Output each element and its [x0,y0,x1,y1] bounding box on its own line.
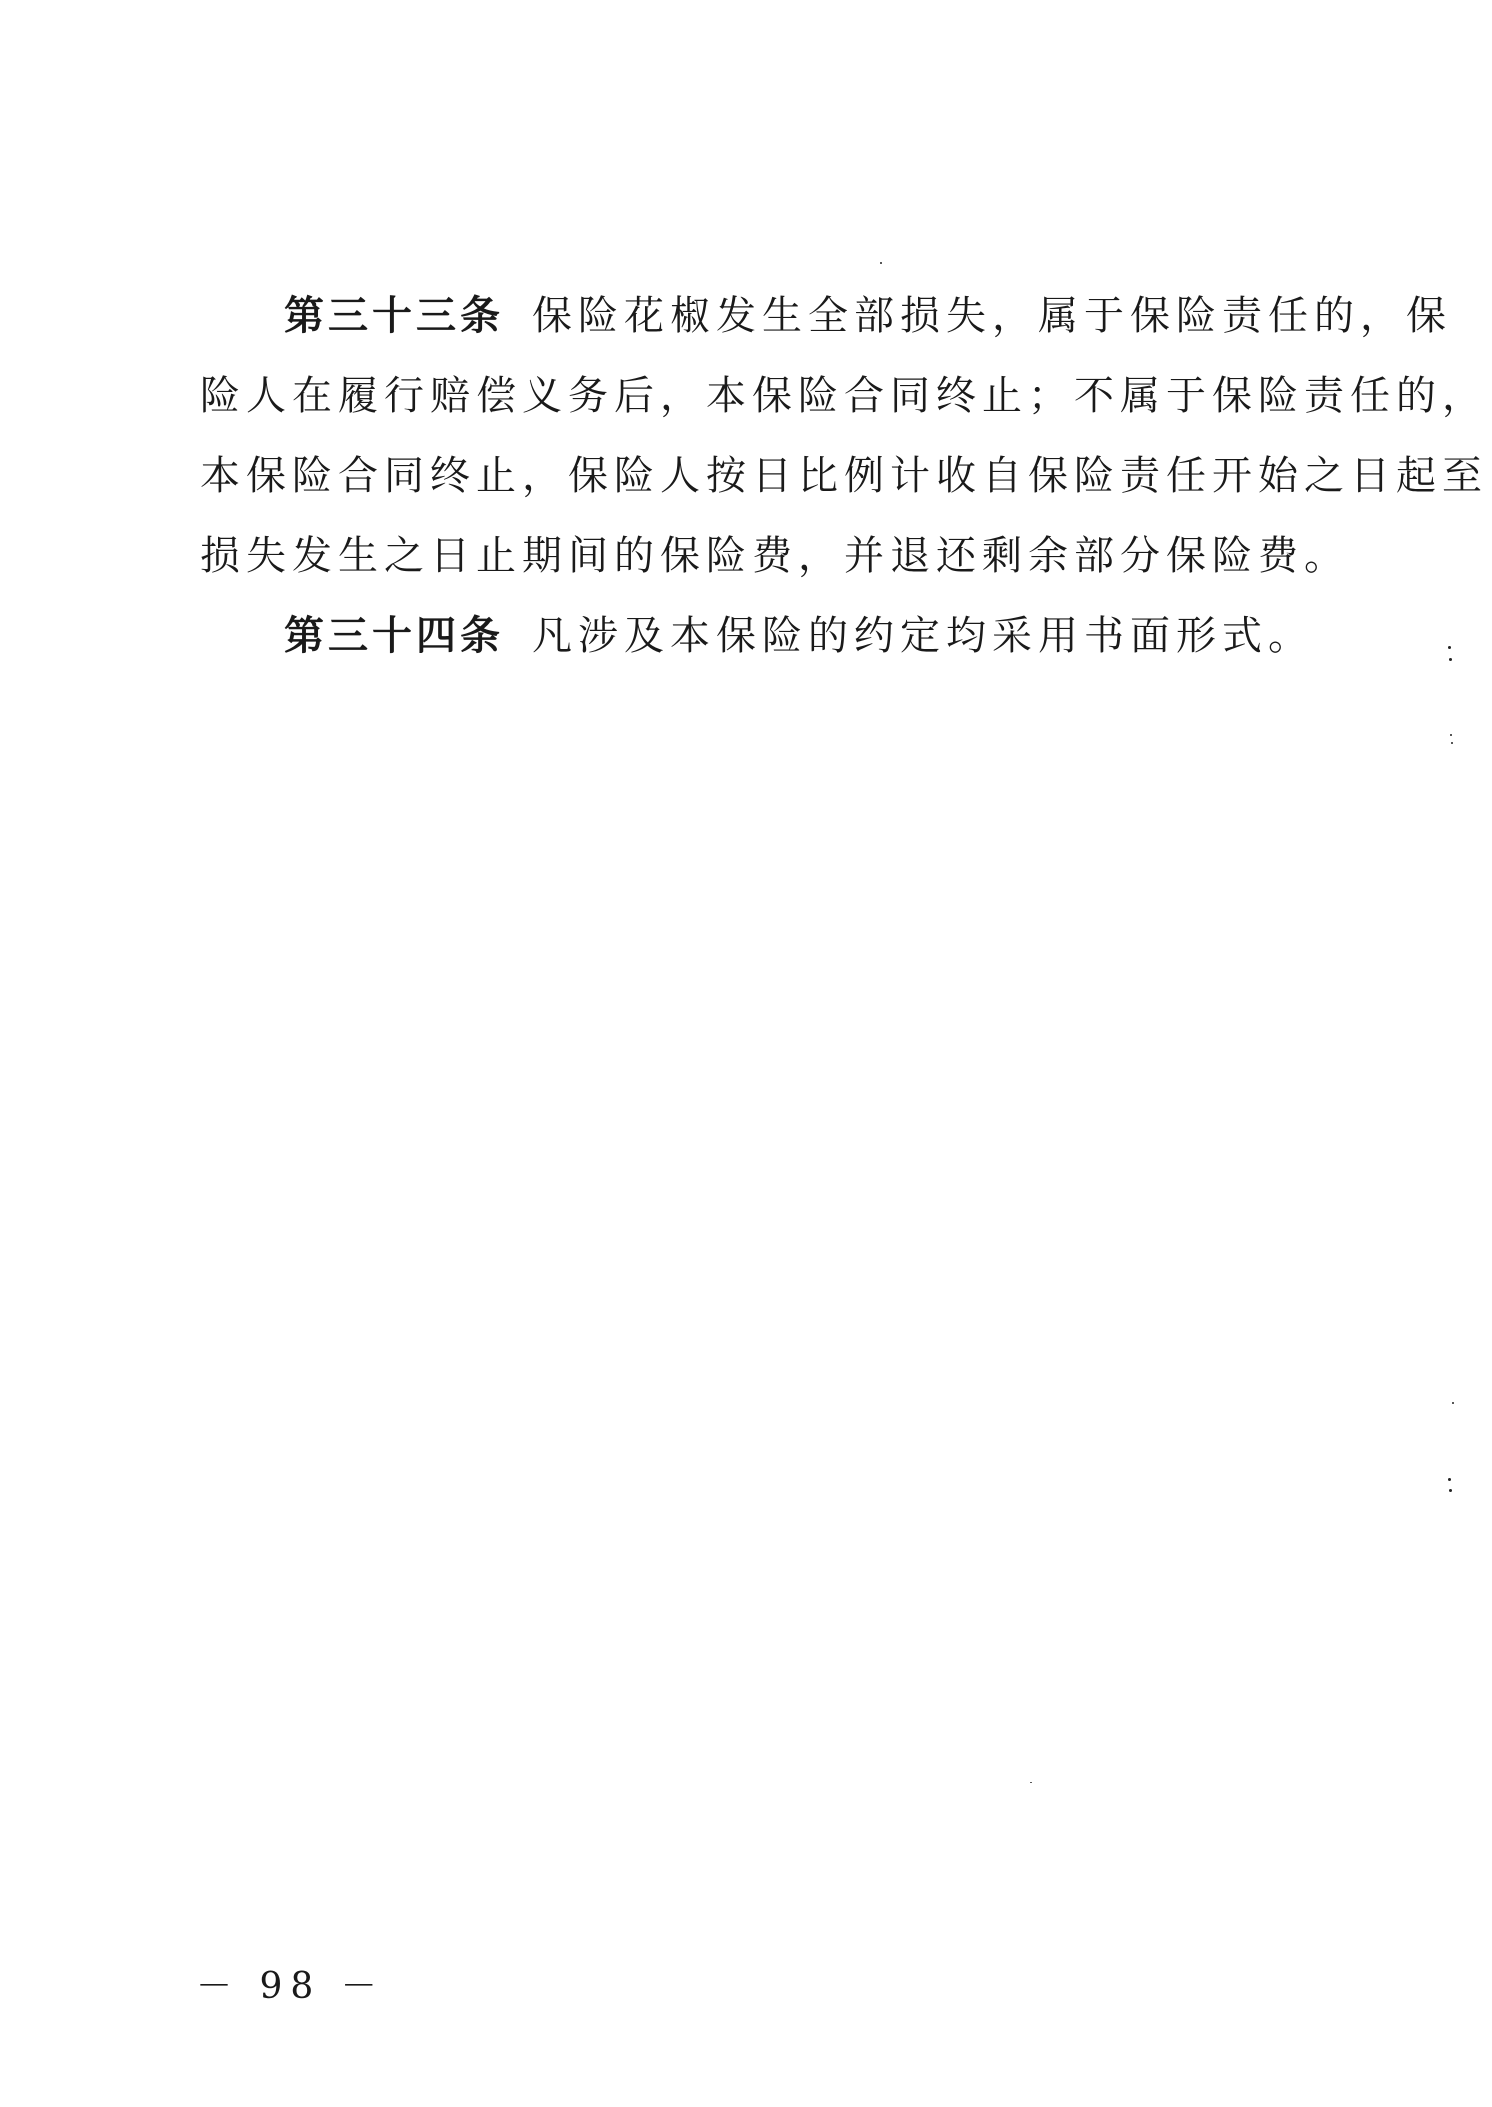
scan-speck [1449,658,1452,661]
article-33-line-4: 损失发生之日止期间的保险费，并退还剩余部分保险费。 [200,533,1350,579]
article-34-text: 凡涉及本保险的约定均采用书面形式。 [532,613,1314,659]
scan-speck [1451,742,1453,744]
scan-speck [1450,734,1452,736]
scan-speck [1448,646,1451,649]
article-33-text: 保险花椒发生全部损失，属于保险责任的，保 [532,293,1452,339]
article-33-heading: 第三十三条 [284,292,504,339]
article-33-line-1 [200,276,1452,356]
scan-speck [1448,1478,1451,1481]
scan-speck [880,262,882,264]
scan-speck [1449,1489,1452,1492]
article-33-line-2: 险人在履行赔偿义务后，本保险合同终止；不属于保险责任的， [200,373,1488,419]
scan-speck [1030,1782,1032,1783]
scan-speck [1452,1402,1454,1404]
page-number: － 98 － [196,1966,385,2007]
article-34-heading: 第三十四条 [284,612,504,659]
article-34-line-1 [200,596,1318,676]
article-33-line-3: 本保险合同终止，保险人按日比例计收自保险责任开始之日起至 [200,453,1488,499]
article-text-block [200,276,1488,676]
